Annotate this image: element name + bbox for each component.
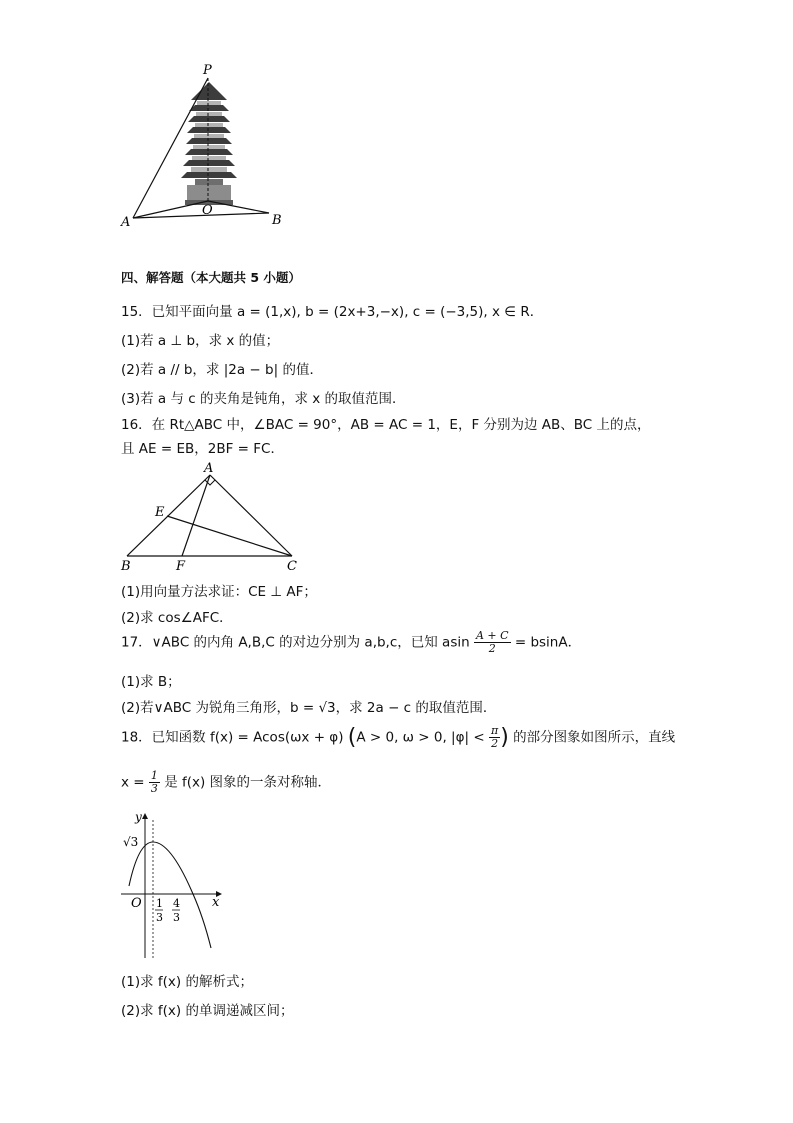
label-x: x (212, 895, 220, 910)
label-F: F (176, 559, 186, 573)
label-B: B (272, 213, 282, 228)
tick-4-3-num: 4 (173, 897, 180, 910)
q18-stem-c: 是 f(x) 图象的一条对称轴． (164, 774, 332, 791)
q17-frac-num: A + C (475, 629, 509, 642)
q18-condition-paren: ( (347, 725, 357, 750)
q18-third-fraction (149, 770, 160, 795)
q17-fraction (474, 630, 511, 655)
tick-4-3-den: 3 (173, 911, 180, 924)
q17-stem (121, 630, 581, 655)
pagoda-figure (115, 60, 295, 235)
q18-pi-den: 2 (491, 737, 499, 750)
q17-part2: (2)若∨ABC 为锐角三角形，b = √3，求 2a − c 的取值范围． (121, 700, 497, 716)
q18-third-num: 1 (150, 769, 158, 782)
q18-pi-num: π (490, 724, 499, 737)
label-C: C (287, 559, 297, 573)
q15-part2: (2)若 a // b，求 |2a − b| 的值． (121, 362, 323, 378)
q16-stem-line1: 16．在 Rt△ABC 中，∠BAC = 90°，AB = AC = 1，E，F 分别为边 AB、BC 上的点， (121, 417, 651, 433)
label-origin: O (131, 896, 142, 911)
cosine-curve (129, 842, 211, 948)
q18-stem-a: 18．已知函数 f(x) = Acos(ωx + φ) (121, 729, 344, 746)
label-sqrt3: √3 (123, 835, 139, 849)
q18-stem-b: 的部分图象如图所示，直线 (513, 729, 676, 746)
section-heading: 四、解答题（本大题共 5 小题） (121, 270, 301, 285)
q18-part2: (2)求 f(x) 的单调递减区间； (121, 1003, 294, 1019)
q18-third-den: 3 (150, 782, 158, 795)
q17-frac-den: 2 (488, 642, 496, 655)
label-P: P (203, 63, 212, 78)
q18-condition: A > 0, ω > 0, |φ| < (356, 729, 485, 746)
label-O: O (202, 203, 213, 218)
triangle-figure (115, 458, 315, 573)
q16-part2: (2)求 cos∠AFC． (121, 610, 233, 626)
q15-part1: (1)若 a ⊥ b，求 x 的值； (121, 333, 280, 349)
side-AB (127, 475, 210, 556)
q18-stem-line1 (121, 725, 675, 750)
pagoda-image (181, 82, 237, 205)
cosine-graph-figure (115, 808, 235, 963)
label-B: B (121, 559, 131, 573)
line-OB (208, 201, 269, 213)
q18-pi-fraction (489, 725, 500, 750)
q15-stem: 15．已知平面向量 a = (1,x), b = (2x+3,−x), c = (−3,5), x ∈ R． (121, 304, 544, 320)
label-E: E (155, 505, 165, 520)
q18-stem-line2 (121, 770, 331, 795)
tick-1-3-den: 3 (156, 911, 163, 924)
label-A: A (204, 461, 214, 476)
side-AC (210, 475, 292, 556)
q18-condition-paren-close: ) (500, 725, 509, 750)
segment-CE (167, 516, 292, 556)
q16-part1: (1)用向量方法求证：CE ⊥ AF； (121, 584, 317, 600)
q18-x-eq: x = (121, 774, 145, 791)
q17-stem-a: 17．∨ABC 的内角 A,B,C 的对边分别为 a,b,c，已知 asin (121, 634, 470, 651)
segment-AF (182, 475, 210, 556)
q17-part1: (1)求 B； (121, 674, 181, 690)
q17-stem-b: = bsinA． (514, 634, 582, 651)
label-A: A (121, 215, 131, 230)
tick-1-3-num: 1 (156, 897, 163, 910)
q15-part3: (3)若 a 与 c 的夹角是钝角，求 x 的取值范围． (121, 391, 406, 407)
label-y: y (135, 810, 142, 824)
q16-stem-line2: 且 AE = EB，2BF = FC． (121, 441, 284, 457)
q18-part1: (1)求 f(x) 的解析式； (121, 974, 253, 990)
